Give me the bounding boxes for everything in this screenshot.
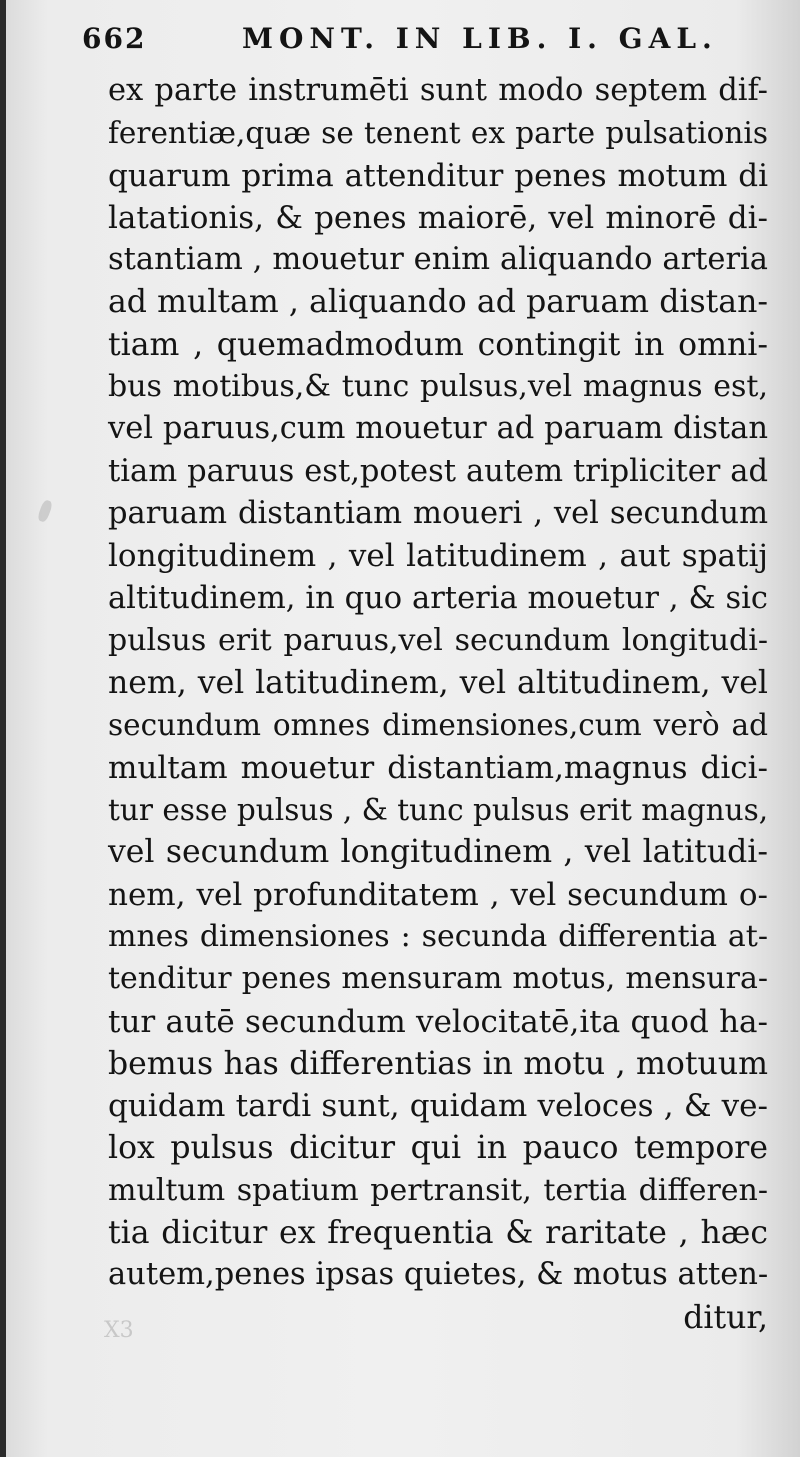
text-line: bus motibus,& tunc pulsus,vel magnus est, — [108, 369, 768, 405]
text-line: vel paruus,cum mouetur ad paruam distan — [108, 411, 768, 447]
text-line: ad multam , aliquando ad paruam distan- — [108, 284, 768, 321]
text-line: pulsus erit paruus,vel secundum longitudi- — [108, 622, 768, 658]
text-line: paruam distantiam moueri , vel secundum — [108, 495, 768, 531]
text-line: tia dicitur ex frequentia & raritate , hæc — [108, 1215, 768, 1252]
text-line: quarum prima attenditur penes motum di — [108, 157, 768, 194]
text-line: lox pulsus dicitur qui in pauco tempore — [108, 1130, 768, 1167]
text-line: altitudinem, in quo arteria mouetur , & sic — [108, 580, 768, 616]
text-block — [108, 70, 768, 1339]
text-line: tur autē secundum velocitatē,ita quod ha- — [108, 1003, 768, 1040]
text-line: quidam tardi sunt, quidam veloces , & ve- — [108, 1088, 768, 1125]
text-line: bemus has differentias in motu , motuum — [108, 1045, 768, 1082]
page-edge-shadow — [0, 0, 6, 1457]
text-line: ferentiæ,quæ se tenent ex parte pulsationis — [108, 116, 768, 151]
text-line: vel secundum longitudinem , vel latitudi- — [108, 834, 768, 871]
text-line: tenditur penes mensuram motus, mensura- — [108, 961, 768, 997]
text-line: mnes dimensiones : secunda differentia at- — [108, 918, 768, 954]
text-line: tiam , quemadmodum contingit in omni- — [108, 326, 768, 363]
text-line: tiam paruus est,potest autem tripliciter ad — [108, 453, 768, 489]
text-line: autem,penes ipsas quietes, & motus atten- — [108, 1257, 769, 1293]
catchword: ditur, — [683, 1299, 768, 1336]
signature-mark: X3 — [104, 1318, 134, 1343]
text-line: latationis, & penes maiorē, vel minorē di- — [108, 199, 768, 236]
running-title: MONT. IN LIB. I. GAL. — [242, 22, 718, 55]
text-line: longitudinem , vel latitudinem , aut spatij — [108, 538, 768, 575]
text-line: nem, vel profunditatem , vel secundum o- — [108, 876, 768, 913]
ink-smudge — [37, 499, 54, 523]
text-line: multum spatium pertransit, tertia differen- — [108, 1172, 768, 1208]
text-line: tur esse pulsus , & tunc pulsus erit magnus, — [108, 793, 769, 828]
text-line: ex parte instrumēti sunt modo septem dif- — [108, 73, 768, 108]
running-head — [82, 22, 782, 62]
text-line: multam mouetur distantiam,magnus dici- — [108, 749, 768, 786]
text-line: nem, vel latitudinem, vel altitudinem, vel — [108, 665, 768, 702]
text-line: stantiam , mouetur enim aliquando arteria — [108, 242, 768, 278]
text-line: secundum omnes dimensiones,cum verò ad — [108, 708, 768, 743]
page-number: 662 — [82, 22, 147, 55]
